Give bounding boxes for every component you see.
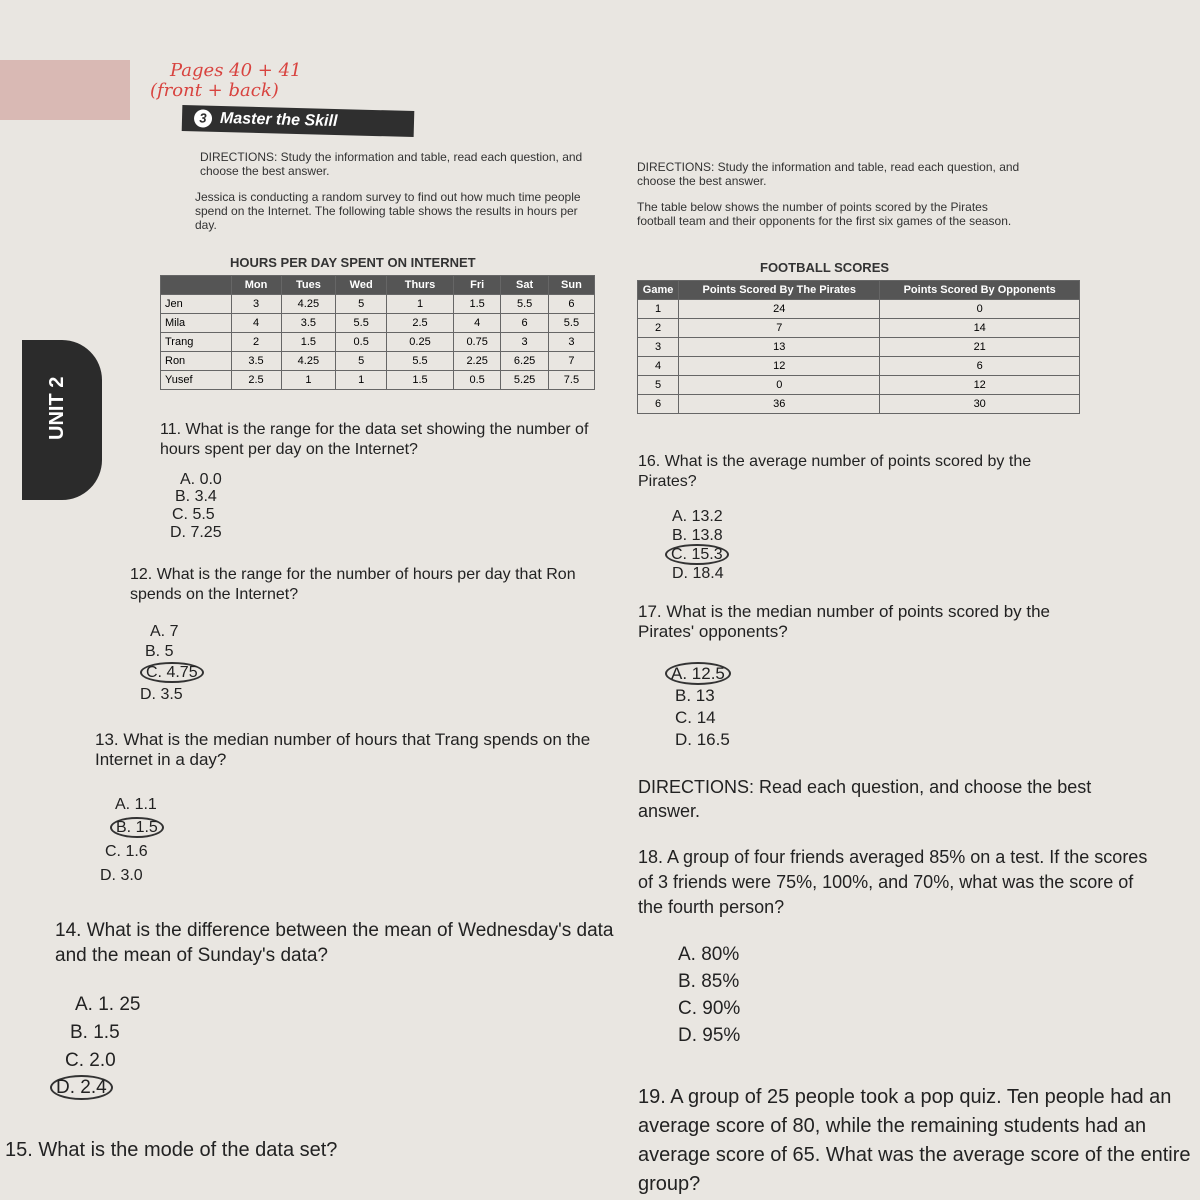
q14-option-d-circled: D. 2.4: [50, 1075, 113, 1100]
internet-table-cell: 5.5: [336, 314, 387, 333]
internet-table-cell: 6: [501, 314, 548, 333]
internet-table-cell: 1.5: [453, 295, 500, 314]
football-table-cell: 4: [638, 357, 679, 376]
pink-tab: [0, 60, 130, 120]
section-title: Master the Skill: [219, 109, 338, 131]
q13-option-b[interactable]: [110, 818, 164, 838]
internet-table-cell: 5.5: [501, 295, 548, 314]
internet-table-cell: 5.5: [387, 352, 454, 371]
football-table-cell: 21: [880, 338, 1080, 357]
handwritten-note-line1: Pages 40 + 41: [170, 60, 302, 81]
internet-table-header-cell: Fri: [453, 276, 500, 295]
unit-label: UNIT 2: [46, 376, 68, 440]
football-table-cell: 5: [638, 376, 679, 395]
internet-table-cell: 2.5: [231, 371, 281, 390]
internet-table-cell: 0.5: [336, 333, 387, 352]
internet-table-header-cell: Sat: [501, 276, 548, 295]
left-directions: DIRECTIONS: Study the information and table, read each question, and choose the best answer.: [200, 150, 583, 178]
q11-option-d[interactable]: D. 7.25: [170, 524, 222, 541]
football-table-header-cell: Game: [638, 281, 679, 300]
football-table-cell: 12: [880, 376, 1080, 395]
internet-table-header-cell: Thurs: [387, 276, 454, 295]
q11-option-a[interactable]: A. 0.0: [180, 471, 222, 488]
q14-option-c[interactable]: C. 2.0: [65, 1050, 116, 1071]
internet-table-header-row: [161, 276, 595, 295]
internet-table-cell: 0.5: [453, 371, 500, 390]
internet-table-cell: 6.25: [501, 352, 548, 371]
internet-table-cell: 3.5: [231, 352, 281, 371]
football-table-header-cell: Points Scored By Opponents: [880, 281, 1080, 300]
internet-table-cell: 3: [548, 333, 594, 352]
internet-table-row: [161, 352, 595, 371]
internet-table-cell: 0.25: [387, 333, 454, 352]
internet-table-cell: 5: [336, 295, 387, 314]
question-15: 15. What is the mode of the data set?: [5, 1139, 338, 1161]
q13-option-b-circled: B. 1.5: [110, 817, 164, 838]
football-table-row: [638, 395, 1080, 414]
internet-table-cell: 4.25: [281, 295, 336, 314]
internet-table-cell: 7.5: [548, 371, 594, 390]
q14-option-d[interactable]: [50, 1078, 113, 1098]
internet-table-cell: 3.5: [281, 314, 336, 333]
internet-table-cell: 5.25: [501, 371, 548, 390]
internet-table-row: [161, 333, 595, 352]
football-scores-table: [637, 280, 1080, 414]
football-table-header-row: [638, 281, 1080, 300]
internet-table-cell: 3: [501, 333, 548, 352]
question-13: 13. What is the median number of hours that Trang spends on the Internet in a day?: [95, 730, 591, 769]
question-16: 16. What is the average number of points scored by the Pirates?: [638, 453, 1032, 490]
internet-table-header-cell: Sun: [548, 276, 594, 295]
internet-table-cell: 1: [387, 295, 454, 314]
q17-option-a-circled: A. 12.5: [665, 662, 731, 685]
q18-option-b[interactable]: B. 85%: [678, 971, 740, 992]
q18-option-a[interactable]: A. 80%: [678, 944, 740, 965]
right-intro: The table below shows the number of points scored by the Pirates football team and their opponents for the first six games of the season.: [637, 200, 1012, 228]
internet-table-cell: 5: [336, 352, 387, 371]
question-19: 19. A group of 25 people took a pop quiz. Ten people had an average score of 80, while the remaining students had an average score of 65. What was the average score of the entire group?: [638, 1086, 1191, 1195]
q17-option-c[interactable]: C. 14: [675, 708, 716, 727]
internet-table-cell: Yusef: [161, 371, 232, 390]
football-table-title: FOOTBALL SCORES: [760, 260, 890, 275]
internet-table-cell: 5.5: [548, 314, 594, 333]
internet-hours-table: [160, 275, 595, 390]
unit-tab: [22, 340, 102, 500]
q16-option-d[interactable]: D. 18.4: [672, 565, 724, 582]
internet-table-cell: 1.5: [281, 333, 336, 352]
internet-table-cell: 1: [281, 371, 336, 390]
internet-table-cell: 7: [548, 352, 594, 371]
q13-option-a[interactable]: A. 1.1: [115, 796, 157, 813]
football-table-cell: 6: [638, 395, 679, 414]
football-table-cell: 36: [679, 395, 880, 414]
right-directions: DIRECTIONS: Study the information and table, read each question, and choose the best answer.: [637, 160, 1020, 188]
internet-table-header-cell: [161, 276, 232, 295]
football-table-cell: 12: [679, 357, 880, 376]
question-14: 14. What is the difference between the mean of Wednesday's data and the mean of Sunday's data?: [55, 920, 614, 966]
handwritten-note-line2: (front + back): [150, 80, 279, 101]
football-table-cell: 14: [880, 319, 1080, 338]
internet-table-header-cell: Wed: [336, 276, 387, 295]
question-12: 12. What is the range for the number of hours per day that Ron spends on the Internet?: [130, 566, 576, 603]
football-table-cell: 6: [880, 357, 1080, 376]
football-table-cell: 1: [638, 300, 679, 319]
football-table-row: [638, 376, 1080, 395]
football-table-cell: 0: [679, 376, 880, 395]
football-table-row: [638, 338, 1080, 357]
football-table-cell: 0: [880, 300, 1080, 319]
football-table-cell: 3: [638, 338, 679, 357]
q18-option-d[interactable]: D. 95%: [678, 1025, 741, 1046]
section-number: 3: [194, 109, 212, 127]
football-table-header-cell: Points Scored By The Pirates: [679, 281, 880, 300]
football-table-cell: 13: [679, 338, 880, 357]
q16-option-c[interactable]: [665, 545, 729, 565]
football-table-row: [638, 319, 1080, 338]
internet-table-cell: 2: [231, 333, 281, 352]
q12-option-d[interactable]: D. 3.5: [140, 686, 183, 703]
internet-table-header-cell: Tues: [281, 276, 336, 295]
internet-table-cell: Trang: [161, 333, 232, 352]
internet-table-cell: 6: [548, 295, 594, 314]
q11-option-b[interactable]: B. 3.4: [175, 488, 217, 505]
q13-option-d[interactable]: D. 3.0: [100, 867, 143, 884]
football-table-cell: 24: [679, 300, 880, 319]
internet-table-row: [161, 371, 595, 390]
q17-option-b[interactable]: B. 13: [675, 686, 715, 705]
q12-option-b[interactable]: B. 5: [145, 643, 174, 660]
internet-table-cell: 3: [231, 295, 281, 314]
section-banner: [182, 105, 415, 137]
football-table-row: [638, 300, 1080, 319]
q12-option-c-circled: C. 4.75: [140, 662, 204, 683]
internet-table-cell: 2.5: [387, 314, 454, 333]
question-17: 17. What is the median number of points scored by the Pirates' opponents?: [638, 602, 1051, 641]
q16-option-c-circled: C. 15.3: [665, 544, 729, 565]
internet-table-cell: 4: [453, 314, 500, 333]
internet-table-cell: Jen: [161, 295, 232, 314]
q11-option-c[interactable]: C. 5.5: [172, 506, 215, 523]
football-table-cell: 30: [880, 395, 1080, 414]
q16-option-b[interactable]: B. 13.8: [672, 527, 723, 544]
q13-option-c[interactable]: C. 1.6: [105, 843, 148, 860]
directions-2: DIRECTIONS: Read each question, and choose the best answer.: [638, 777, 1092, 821]
football-table-cell: 2: [638, 319, 679, 338]
internet-table-cell: Ron: [161, 352, 232, 371]
internet-table-cell: 2.25: [453, 352, 500, 371]
q18-option-c[interactable]: C. 90%: [678, 998, 741, 1019]
q12-option-c[interactable]: [140, 663, 204, 683]
football-table-cell: 7: [679, 319, 880, 338]
q16-option-a[interactable]: A. 13.2: [672, 508, 723, 525]
q17-option-a[interactable]: [665, 664, 731, 684]
internet-table-cell: 0.75: [453, 333, 500, 352]
left-intro: Jessica is conducting a random survey to find out how much time people spend on the Internet. The following table shows the results in hours per day.: [195, 190, 581, 232]
question-11: 11. What is the range for the data set showing the number of hours spent per day on the Internet?: [160, 421, 589, 458]
internet-table-cell: Mila: [161, 314, 232, 333]
q17-option-d[interactable]: D. 16.5: [675, 730, 730, 749]
internet-table-row: [161, 295, 595, 314]
internet-table-header-cell: Mon: [231, 276, 281, 295]
question-18: 18. A group of four friends averaged 85% on a test. If the scores of 3 friends were 75%, 100%, and 70%, what was the score of the fourth person?: [638, 847, 1148, 917]
q12-option-a[interactable]: A. 7: [150, 623, 179, 640]
q14-option-b[interactable]: B. 1.5: [70, 1022, 120, 1043]
internet-table-cell: 4.25: [281, 352, 336, 371]
internet-table-cell: 1: [336, 371, 387, 390]
internet-table-title: HOURS PER DAY SPENT ON INTERNET: [230, 255, 476, 270]
internet-table-row: [161, 314, 595, 333]
internet-table-cell: 4: [231, 314, 281, 333]
internet-table-cell: 1.5: [387, 371, 454, 390]
q14-option-a[interactable]: A. 1. 25: [75, 994, 141, 1015]
football-table-row: [638, 357, 1080, 376]
